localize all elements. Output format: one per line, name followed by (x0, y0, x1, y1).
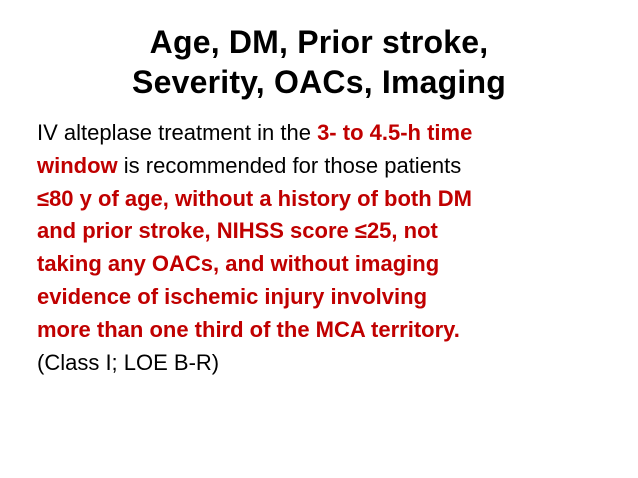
title-line-2: Severity, OACs, Imaging (132, 64, 506, 100)
class-loe-citation: (Class I; LOE B-R) (37, 349, 220, 375)
title-line-1: Age, DM, Prior stroke, (149, 24, 489, 60)
body-line-4: and prior stroke, NIHSS score ≤25, not (37, 218, 438, 244)
recommendation-text (37, 117, 627, 379)
body-line-5: taking any OACs, and without imaging (37, 251, 440, 277)
body-line-1 (37, 117, 627, 150)
body-line-2 (37, 150, 627, 183)
body-line-6: evidence of ischemic injury involving (37, 283, 428, 309)
body-text-plain: is recommended for those patients (117, 152, 462, 178)
body-line-3: ≤80 y of age, without a history of both DM (37, 185, 472, 211)
time-window-emphasis: 3- to 4.5-h time (317, 120, 473, 145)
body-line-7: more than one third of the MCA territory. (37, 316, 460, 342)
body-text-plain: IV alteplase treatment in the (37, 120, 318, 145)
slide-title (0, 22, 638, 102)
time-window-emphasis-cont: window (37, 152, 118, 178)
